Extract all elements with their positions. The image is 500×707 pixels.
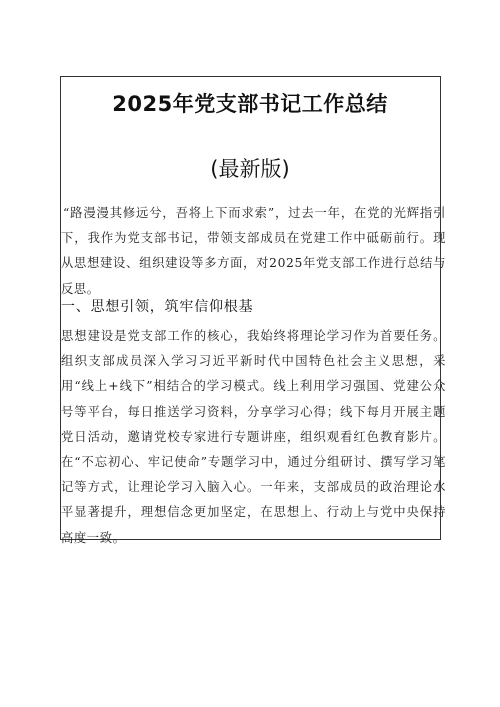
- document-subtitle: (最新版): [210, 157, 290, 181]
- section-heading: 一、思想引领，筑牢信仰根基: [61, 299, 254, 315]
- section-body: 思想建设是党支部工作的核心，我始终将理论学习作为首要任务。组织支部成员深入学习习近平新时代中国特色社会主义思想，采用“线上+线下”相结合的学习模式。线上利用学习强国、党建公众号等平台，每日推送学习资料，分享学习心得；线下每月开展主题党日活动，邀请党校专家进行专题讲座，组织观看红色教育影片。在“不忘初心、牢记使命”专题学习中，通过分组研讨、撰写学习笔记等方式，让理论学习入脑入心。一年来，支部成员的政治理论水平显著提升，理想信念更加坚定，在思想上、行动上与党中央保持高度一致。: [61, 329, 446, 545]
- document-title: 2025年党支部书记工作总结: [112, 92, 388, 116]
- intro-paragraph: “路漫漫其修远兮，吾将上下而求索”，过去一年，在党的光辉指引下，我作为党支部书记，带领支部成员在党建工作中砥砺前行。现从思想建设、组织建设等多方面，对2025年党支部工作进行总结与反思。: [61, 206, 446, 296]
